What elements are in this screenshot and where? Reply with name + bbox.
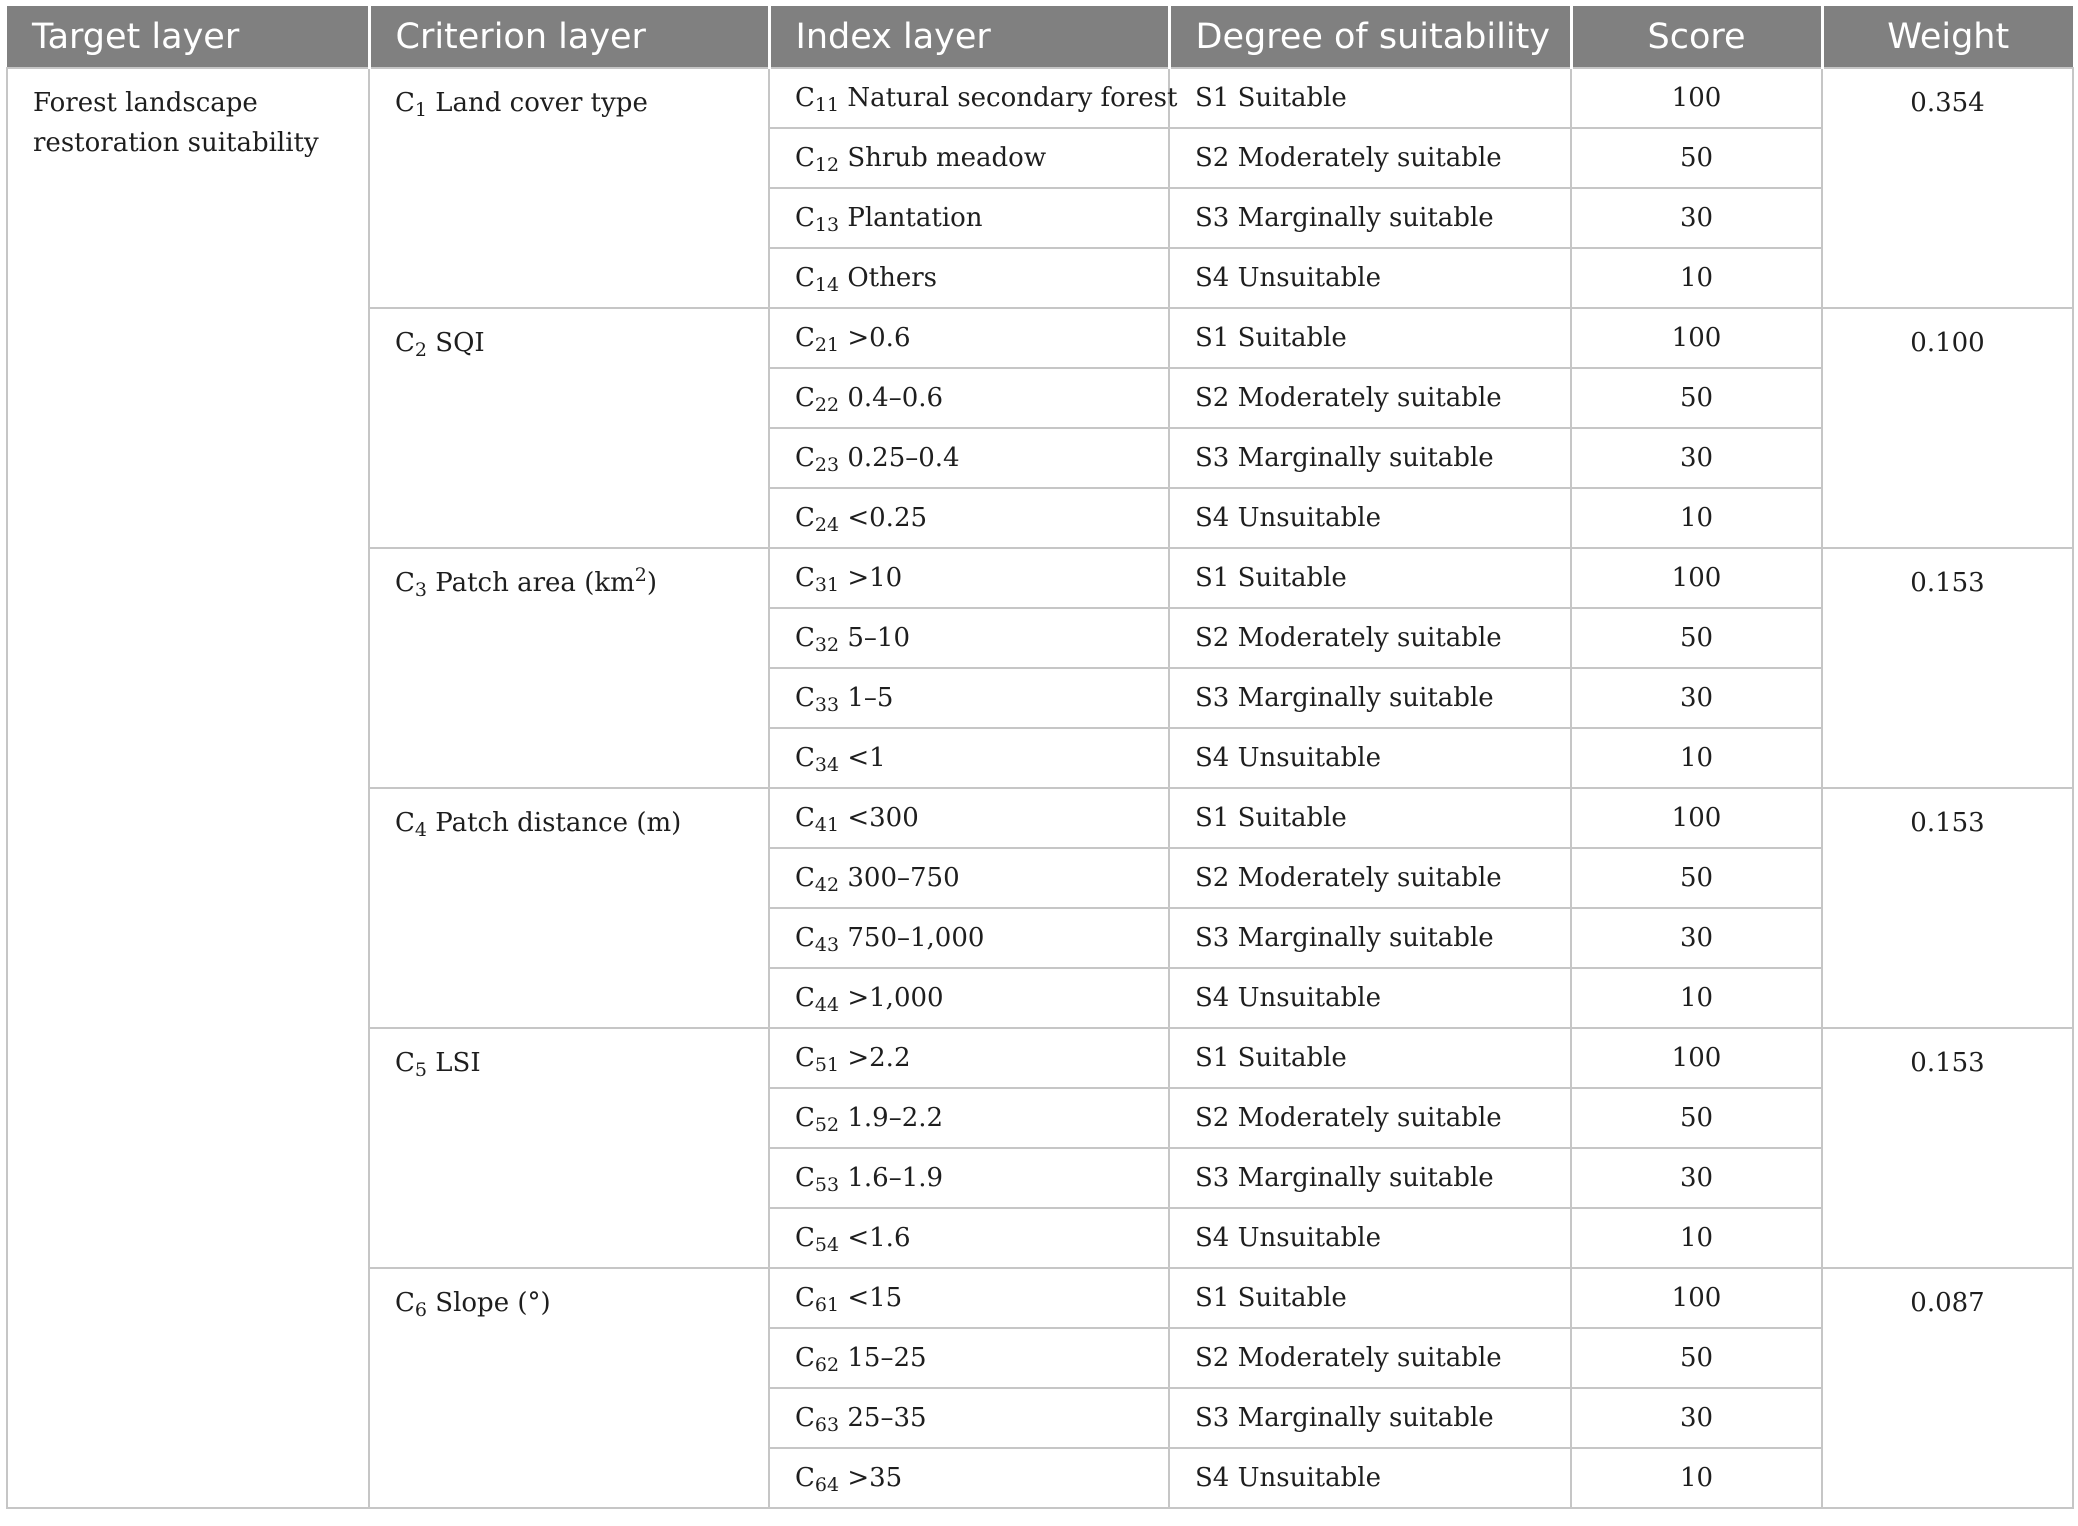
- score-cell: [1571, 1328, 1822, 1388]
- index-value: Natural secondary forest: [847, 83, 1178, 113]
- index-prefix: C: [795, 1103, 815, 1133]
- criterion-subscript: 2: [414, 339, 427, 361]
- score-cell: [1571, 1028, 1822, 1088]
- degree-text: S3 Marginally suitable: [1195, 1163, 1494, 1193]
- weight-cell: [1822, 1028, 2073, 1268]
- index-cell: [769, 1388, 1169, 1448]
- index-cell: [769, 788, 1169, 848]
- score-cell: [1571, 488, 1822, 548]
- degree-text: S1 Suitable: [1195, 323, 1347, 353]
- index-cell: [769, 668, 1169, 728]
- degree-text: S1 Suitable: [1195, 563, 1347, 593]
- degree-cell: [1169, 1448, 1571, 1508]
- index-cell: [769, 308, 1169, 368]
- degree-text: S4 Unsuitable: [1195, 503, 1381, 533]
- header-weight: Weight: [1822, 6, 2073, 68]
- index-prefix: C: [795, 983, 815, 1013]
- degree-cell: [1169, 1088, 1571, 1148]
- index-value: 25–35: [847, 1403, 927, 1433]
- criterion-subscript: 3: [414, 579, 427, 601]
- index-value: <300: [847, 803, 919, 833]
- degree-cell: [1169, 968, 1571, 1028]
- degree-cell: [1169, 248, 1571, 308]
- index-prefix: C: [795, 443, 815, 473]
- index-cell: [769, 848, 1169, 908]
- index-subscript: 53: [814, 1174, 840, 1196]
- index-value: <1.6: [847, 1223, 911, 1253]
- degree-text: S4 Unsuitable: [1195, 1223, 1381, 1253]
- score-value: 10: [1679, 743, 1714, 773]
- degree-cell: [1169, 428, 1571, 488]
- degree-text: S4 Unsuitable: [1195, 263, 1381, 293]
- degree-text: S3 Marginally suitable: [1195, 1403, 1494, 1433]
- index-cell: [769, 128, 1169, 188]
- index-value: Others: [847, 263, 938, 293]
- index-value: Plantation: [847, 203, 983, 233]
- score-value: 100: [1671, 323, 1722, 353]
- score-value: 30: [1679, 1163, 1714, 1193]
- index-prefix: C: [795, 1463, 815, 1493]
- header-index-layer: Index layer: [769, 6, 1169, 68]
- degree-text: S3 Marginally suitable: [1195, 923, 1494, 953]
- score-value: 100: [1671, 83, 1722, 113]
- index-subscript: 32: [814, 634, 840, 656]
- score-cell: [1571, 428, 1822, 488]
- index-value: >35: [847, 1463, 903, 1493]
- table-row: [7, 68, 2073, 128]
- score-cell: [1571, 908, 1822, 968]
- criterion-prefix: C: [395, 88, 415, 118]
- index-value: 1–5: [847, 683, 894, 713]
- criterion-cell: [369, 548, 769, 788]
- score-value: 30: [1679, 443, 1714, 473]
- index-prefix: C: [795, 503, 815, 533]
- index-cell: [769, 248, 1169, 308]
- index-prefix: C: [795, 383, 815, 413]
- score-value: 10: [1679, 1223, 1714, 1253]
- index-value: >10: [847, 563, 903, 593]
- index-subscript: 54: [814, 1234, 840, 1256]
- index-prefix: C: [795, 203, 815, 233]
- index-cell: [769, 1208, 1169, 1268]
- index-prefix: C: [795, 1043, 815, 1073]
- score-cell: [1571, 68, 1822, 128]
- index-prefix: C: [795, 923, 815, 953]
- degree-text: S4 Unsuitable: [1195, 1463, 1381, 1493]
- score-cell: [1571, 848, 1822, 908]
- score-cell: [1571, 668, 1822, 728]
- degree-text: S3 Marginally suitable: [1195, 203, 1494, 233]
- weight-value: 0.153: [1910, 808, 1985, 838]
- score-value: 50: [1679, 143, 1714, 173]
- degree-text: S1 Suitable: [1195, 83, 1347, 113]
- score-value: 30: [1679, 203, 1714, 233]
- weight-value: 0.100: [1910, 328, 1985, 358]
- degree-text: S1 Suitable: [1195, 1043, 1347, 1073]
- index-value: Shrub meadow: [847, 143, 1047, 173]
- criterion-prefix: C: [395, 808, 415, 838]
- criterion-prefix: C: [395, 1288, 415, 1318]
- score-cell: [1571, 1448, 1822, 1508]
- index-subscript: 13: [814, 214, 840, 236]
- criterion-name: SQI: [435, 328, 485, 358]
- index-value: >0.6: [847, 323, 911, 353]
- index-subscript: 12: [814, 154, 840, 176]
- score-value: 100: [1671, 803, 1722, 833]
- header-target-layer: Target layer: [7, 6, 369, 68]
- score-cell: [1571, 548, 1822, 608]
- degree-cell: [1169, 668, 1571, 728]
- score-cell: [1571, 1088, 1822, 1148]
- table-body: [7, 68, 2073, 1508]
- degree-text: S1 Suitable: [1195, 1283, 1347, 1313]
- index-subscript: 21: [814, 334, 840, 356]
- degree-text: S4 Unsuitable: [1195, 983, 1381, 1013]
- score-cell: [1571, 1208, 1822, 1268]
- index-prefix: C: [795, 803, 815, 833]
- header-criterion-layer: Criterion layer: [369, 6, 769, 68]
- score-value: 50: [1679, 863, 1714, 893]
- index-prefix: C: [795, 563, 815, 593]
- score-value: 30: [1679, 1403, 1714, 1433]
- index-subscript: 51: [814, 1054, 840, 1076]
- score-value: 50: [1679, 1343, 1714, 1373]
- weight-value: 0.087: [1910, 1288, 1985, 1318]
- degree-cell: [1169, 788, 1571, 848]
- score-cell: [1571, 188, 1822, 248]
- score-value: 50: [1679, 383, 1714, 413]
- criterion-cell: [369, 1028, 769, 1268]
- degree-text: S2 Moderately suitable: [1195, 1103, 1502, 1133]
- index-prefix: C: [795, 1223, 815, 1253]
- index-value: 0.4–0.6: [847, 383, 944, 413]
- index-value: <15: [847, 1283, 903, 1313]
- weight-value: 0.153: [1910, 1048, 1985, 1078]
- criterion-name: Land cover type: [435, 88, 648, 118]
- suitability-table: [6, 6, 2074, 1509]
- criterion-superscript: 2: [634, 564, 647, 586]
- index-cell: [769, 488, 1169, 548]
- degree-text: S2 Moderately suitable: [1195, 863, 1502, 893]
- criterion-name: LSI: [435, 1048, 481, 1078]
- weight-value: 0.354: [1910, 88, 1985, 118]
- score-value: 100: [1671, 563, 1722, 593]
- score-value: 10: [1679, 1463, 1714, 1493]
- score-cell: [1571, 368, 1822, 428]
- criterion-prefix: C: [395, 328, 415, 358]
- index-value: >1,000: [847, 983, 944, 1013]
- index-value: >2.2: [847, 1043, 911, 1073]
- index-cell: [769, 188, 1169, 248]
- index-prefix: C: [795, 1283, 815, 1313]
- criterion-cell: [369, 788, 769, 1028]
- target-layer-text: Forest landscape restoration suitability: [33, 88, 319, 158]
- degree-cell: [1169, 188, 1571, 248]
- degree-cell: [1169, 608, 1571, 668]
- score-value: 10: [1679, 263, 1714, 293]
- header-score: Score: [1571, 6, 1822, 68]
- index-subscript: 14: [814, 274, 840, 296]
- index-value: 1.9–2.2: [847, 1103, 944, 1133]
- score-cell: [1571, 608, 1822, 668]
- index-cell: [769, 1148, 1169, 1208]
- degree-text: S2 Moderately suitable: [1195, 1343, 1502, 1373]
- target-layer-cell: [7, 68, 369, 1508]
- criterion-cell: [369, 68, 769, 308]
- index-value: 750–1,000: [847, 923, 985, 953]
- index-prefix: C: [795, 143, 815, 173]
- index-subscript: 23: [814, 454, 840, 476]
- weight-cell: [1822, 548, 2073, 788]
- degree-cell: [1169, 1388, 1571, 1448]
- index-value: 0.25–0.4: [847, 443, 960, 473]
- score-cell: [1571, 308, 1822, 368]
- header-row: [7, 6, 2073, 68]
- degree-text: S1 Suitable: [1195, 803, 1347, 833]
- index-prefix: C: [795, 83, 815, 113]
- index-cell: [769, 728, 1169, 788]
- index-prefix: C: [795, 743, 815, 773]
- header-degree-of-suitability: Degree of suitability: [1169, 6, 1571, 68]
- degree-text: S3 Marginally suitable: [1195, 443, 1494, 473]
- weight-cell: [1822, 1268, 2073, 1508]
- criterion-prefix: C: [395, 568, 415, 598]
- criterion-suffix: ): [646, 568, 657, 598]
- degree-text: S4 Unsuitable: [1195, 743, 1381, 773]
- index-subscript: 34: [814, 754, 840, 776]
- degree-cell: [1169, 908, 1571, 968]
- index-value: 5–10: [847, 623, 910, 653]
- index-cell: [769, 428, 1169, 488]
- degree-cell: [1169, 488, 1571, 548]
- degree-cell: [1169, 1028, 1571, 1088]
- score-value: 100: [1671, 1043, 1722, 1073]
- score-value: 100: [1671, 1283, 1722, 1313]
- index-subscript: 31: [814, 574, 840, 596]
- score-cell: [1571, 788, 1822, 848]
- index-subscript: 24: [814, 514, 840, 536]
- score-cell: [1571, 248, 1822, 308]
- degree-cell: [1169, 308, 1571, 368]
- score-cell: [1571, 1148, 1822, 1208]
- weight-value: 0.153: [1910, 568, 1985, 598]
- index-prefix: C: [795, 1403, 815, 1433]
- degree-cell: [1169, 1328, 1571, 1388]
- degree-cell: [1169, 548, 1571, 608]
- degree-text: S2 Moderately suitable: [1195, 143, 1502, 173]
- index-prefix: C: [795, 1163, 815, 1193]
- score-value: 10: [1679, 983, 1714, 1013]
- index-subscript: 61: [814, 1294, 840, 1316]
- index-prefix: C: [795, 263, 815, 293]
- criterion-subscript: 4: [414, 819, 427, 841]
- index-value: 1.6–1.9: [847, 1163, 944, 1193]
- score-value: 30: [1679, 923, 1714, 953]
- index-subscript: 11: [814, 94, 840, 116]
- index-subscript: 41: [814, 814, 840, 836]
- index-cell: [769, 1088, 1169, 1148]
- weight-cell: [1822, 788, 2073, 1028]
- index-value: <0.25: [847, 503, 928, 533]
- criterion-cell: [369, 308, 769, 548]
- index-subscript: 22: [814, 394, 840, 416]
- index-value: <1: [847, 743, 886, 773]
- degree-cell: [1169, 128, 1571, 188]
- index-prefix: C: [795, 623, 815, 653]
- index-prefix: C: [795, 323, 815, 353]
- index-cell: [769, 548, 1169, 608]
- index-prefix: C: [795, 683, 815, 713]
- degree-cell: [1169, 1208, 1571, 1268]
- index-cell: [769, 1328, 1169, 1388]
- score-cell: [1571, 128, 1822, 188]
- index-value: 15–25: [847, 1343, 927, 1373]
- score-value: 30: [1679, 683, 1714, 713]
- index-cell: [769, 1448, 1169, 1508]
- score-cell: [1571, 1388, 1822, 1448]
- degree-cell: [1169, 68, 1571, 128]
- score-value: 50: [1679, 1103, 1714, 1133]
- degree-text: S3 Marginally suitable: [1195, 683, 1494, 713]
- degree-cell: [1169, 1268, 1571, 1328]
- index-subscript: 43: [814, 934, 840, 956]
- index-cell: [769, 1028, 1169, 1088]
- criterion-name: Patch area (km: [435, 568, 635, 598]
- index-subscript: 63: [814, 1414, 840, 1436]
- degree-cell: [1169, 1148, 1571, 1208]
- weight-cell: [1822, 308, 2073, 548]
- criterion-cell: [369, 1268, 769, 1508]
- weight-cell: [1822, 68, 2073, 308]
- criterion-name: Patch distance (m): [435, 808, 682, 838]
- criterion-subscript: 6: [414, 1299, 427, 1321]
- score-cell: [1571, 968, 1822, 1028]
- criterion-subscript: 5: [414, 1059, 427, 1081]
- degree-cell: [1169, 368, 1571, 428]
- index-prefix: C: [795, 1343, 815, 1373]
- index-prefix: C: [795, 863, 815, 893]
- index-value: 300–750: [847, 863, 960, 893]
- score-cell: [1571, 1268, 1822, 1328]
- criterion-prefix: C: [395, 1048, 415, 1078]
- score-value: 10: [1679, 503, 1714, 533]
- criterion-subscript: 1: [414, 99, 427, 121]
- index-cell: [769, 968, 1169, 1028]
- score-cell: [1571, 728, 1822, 788]
- index-subscript: 42: [814, 874, 840, 896]
- degree-cell: [1169, 728, 1571, 788]
- score-value: 50: [1679, 623, 1714, 653]
- index-cell: [769, 368, 1169, 428]
- index-subscript: 44: [814, 994, 840, 1016]
- degree-text: S2 Moderately suitable: [1195, 383, 1502, 413]
- index-subscript: 62: [814, 1354, 840, 1376]
- index-subscript: 64: [814, 1474, 840, 1496]
- degree-text: S2 Moderately suitable: [1195, 623, 1502, 653]
- degree-cell: [1169, 848, 1571, 908]
- criterion-name: Slope (°): [435, 1288, 551, 1318]
- index-cell: [769, 1268, 1169, 1328]
- index-subscript: 52: [814, 1114, 840, 1136]
- index-cell: [769, 608, 1169, 668]
- index-cell: [769, 68, 1178, 128]
- index-cell: [769, 908, 1169, 968]
- index-subscript: 33: [814, 694, 840, 716]
